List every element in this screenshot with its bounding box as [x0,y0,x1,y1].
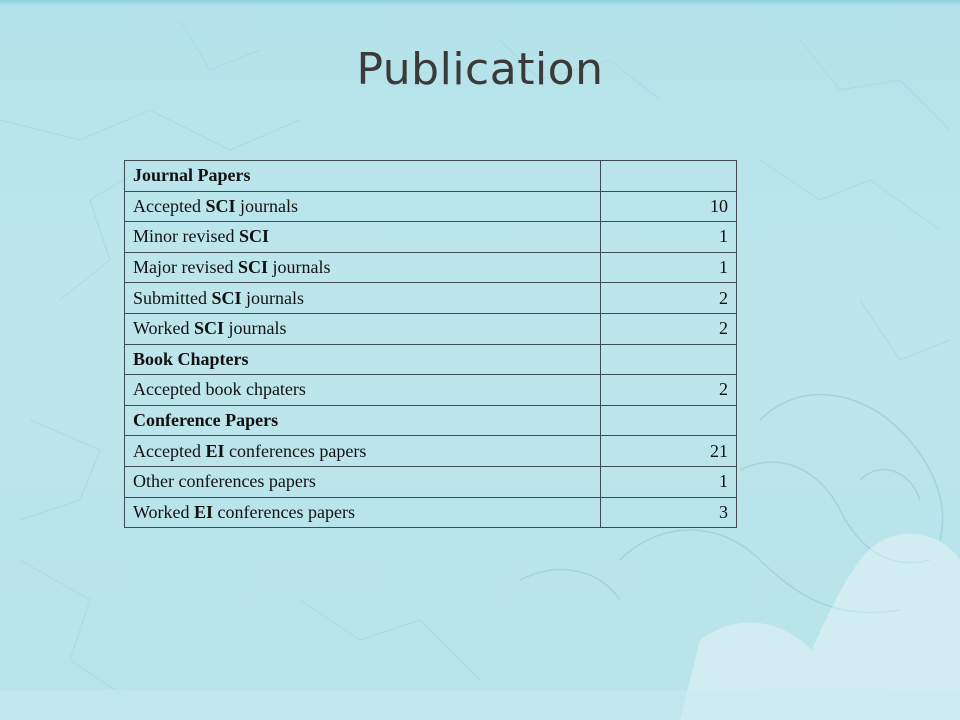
page-title: Publication [356,44,604,95]
category-label: Conference Papers [125,405,601,436]
category-row [125,344,737,375]
item-label-index: EI [205,440,225,461]
category-row [125,161,737,192]
item-label-suffix: conferences papers [213,501,355,522]
item-label-prefix: Accepted [133,440,206,461]
item-label [125,313,601,344]
item-label [125,375,601,406]
item-label-index: EI [194,501,214,522]
item-label-prefix: Accepted [133,195,206,216]
item-label-prefix: Worked [133,501,195,522]
item-count: 2 [601,375,737,406]
item-count: 2 [601,283,737,314]
item-label-suffix: journals [235,195,298,216]
table-row [125,222,737,253]
item-label-suffix: journals [267,257,331,278]
item-label-prefix: Accepted book chpaters [133,379,306,400]
item-label [125,252,601,283]
item-label-prefix: Worked [133,318,195,339]
table-row [125,466,737,497]
item-label [125,222,601,253]
item-count: 1 [601,466,737,497]
item-label-index: SCI [205,195,236,216]
category-value-empty [601,161,737,192]
item-label-prefix: Other conferences papers [133,471,316,492]
item-count: 1 [601,252,737,283]
item-count: 1 [601,222,737,253]
item-label-suffix: journals [241,287,305,308]
category-row [125,405,737,436]
item-label [125,466,601,497]
item-label-prefix: Major revised [133,257,238,278]
item-label-index: SCI [237,257,268,278]
category-label: Journal Papers [125,161,601,192]
publication-table-body [125,161,737,528]
item-label-index: SCI [211,287,242,308]
item-count: 21 [601,436,737,467]
table-row [125,191,737,222]
table-row [125,497,737,528]
category-value-empty [601,405,737,436]
item-label-index: SCI [194,318,225,339]
item-count: 10 [601,191,737,222]
publication-table [124,160,737,528]
item-count: 2 [601,313,737,344]
item-label-prefix: Minor revised [133,226,239,247]
item-label-suffix: journals [224,318,287,339]
table-row [125,313,737,344]
item-label-suffix: conferences papers [224,440,367,461]
item-label [125,497,601,528]
item-label [125,283,601,314]
table-row [125,252,737,283]
item-label-prefix: Submitted [133,287,212,308]
item-label [125,436,601,467]
table-row [125,283,737,314]
category-value-empty [601,344,737,375]
table-row [125,436,737,467]
item-label-index: SCI [238,226,269,247]
item-count: 3 [601,497,737,528]
table-row [125,375,737,406]
category-label: Book Chapters [125,344,601,375]
item-label [125,191,601,222]
